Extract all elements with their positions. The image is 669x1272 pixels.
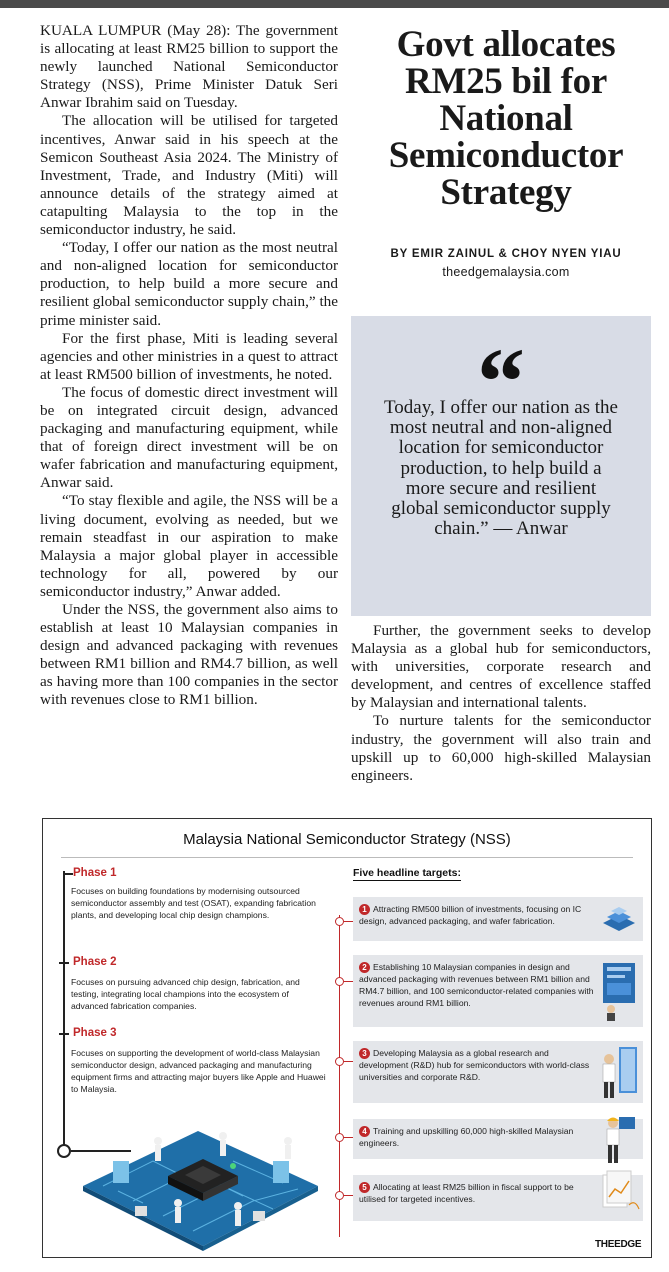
- target-2-text: [359, 961, 595, 1009]
- target-3-box: [353, 1041, 643, 1103]
- target-4-text: [359, 1125, 591, 1149]
- article-paragraph: For the first phase, Miti is leading several agencies and other ministries in a quest to attract at least RM500 billion of investments, he noted.: [40, 329, 338, 383]
- target-5-number: 5: [359, 1182, 370, 1193]
- engineer-icon: [599, 1111, 639, 1167]
- researcher-icon: [597, 1045, 641, 1101]
- target-1-text: [359, 903, 591, 927]
- timeline-tick: [59, 962, 69, 964]
- timeline-tick: [63, 873, 73, 875]
- article-paragraph: “Today, I offer our nation as the most neutral and non-aligned location for semiconductor production, to help build a more secure and resilient global semiconductor supply chain,” the prime minister said.: [40, 239, 338, 329]
- phase-timeline: [63, 871, 65, 1149]
- target-5-text: [359, 1181, 591, 1205]
- article-paragraph: To nurture talents for the semiconductor industry, the government will also train and upskill up to 60,000 high-skilled Malaysian engineers.: [351, 712, 651, 784]
- target-5-box: [353, 1175, 643, 1221]
- analytics-screen-icon: [597, 961, 641, 1021]
- timeline-end-circle: [57, 1144, 71, 1158]
- target-3-number: 3: [359, 1048, 370, 1059]
- pull-quote-text: Today, I offer our nation as the most neutral and non-aligned location for semiconductor production, to help build a more secure and resilient global semiconductor supply chain.” — Anwar: [384, 397, 618, 540]
- circuit-board-illustration: [73, 1091, 328, 1251]
- dateline-paragraph: KUALA LUMPUR (May 28): The government is allocating at least RM25 billion to support the newly launched National Semiconductor Strategy (NSS), Prime Minister Datuk Seri Anwar Ibrahim said on Tuesday.: [40, 22, 338, 112]
- website: theedgemalaysia.com: [442, 265, 570, 279]
- infographic-title: Malaysia National Semiconductor Strategy (NSS): [183, 831, 511, 848]
- target-2-label: Establishing 10 Malaysian companies in design and advanced packaging with revenues between RM1 billion and RM4.7 billion, and 100 semiconductor-related companies with revenues around RM1 billion.: [359, 962, 594, 1008]
- target-dot: [335, 1133, 344, 1142]
- divider: [61, 857, 633, 858]
- quote-mark-icon: “: [477, 328, 525, 435]
- targets-connector-line: [339, 915, 340, 1237]
- article-right-column: [351, 622, 651, 785]
- headline: Govt allocates RM25 bil for National Semiconductor Strategy: [388, 24, 624, 213]
- phase-3-text: Focuses on supporting the development of world-class Malaysian semiconductor design, advanced packaging and manufacturing equipment firms and attracting major buyers like Apple and Huawei to Malaysia.: [71, 1048, 326, 1094]
- nss-infographic: [42, 818, 652, 1258]
- target-4-box: [353, 1119, 643, 1159]
- article-paragraph: The allocation will be utilised for targeted incentives, Anwar said in his speech at the Semicon Southeast Asia 2024. The Ministry of Investment, Trade, and Industry (Miti) will announce details of the strategy aimed at catapulting Malaysia to the top in the semiconductor industry, he said.: [40, 112, 338, 239]
- target-1-number: 1: [359, 904, 370, 915]
- timeline-tick: [59, 1033, 69, 1035]
- finance-chart-icon: [599, 1169, 641, 1219]
- chip-stack-icon: [599, 901, 639, 937]
- target-4-number: 4: [359, 1126, 370, 1137]
- target-connector: [344, 1195, 353, 1196]
- article-paragraph: The focus of domestic direct investment will be on integrated circuit design, advanced packaging and manufacturing equipment, while that of foreign direct investment will be on wafer fabrication and manufacturing equipment, Anwar said.: [40, 383, 338, 492]
- target-2-number: 2: [359, 962, 370, 973]
- target-5-label: Allocating at least RM25 billion in fiscal support to be utilised for targeted incentives.: [359, 1182, 574, 1204]
- target-connector: [344, 921, 353, 922]
- target-dot: [335, 1057, 344, 1066]
- byline: BY EMIR ZAINUL & CHOY NYEN YIAU: [390, 248, 622, 260]
- target-dot: [335, 977, 344, 986]
- target-2-box: [353, 955, 643, 1027]
- article-paragraph: “To stay flexible and agile, the NSS will be a living document, evolving as needed, but we remain steadfast in our aspiration to make Malaysia a major global player in accessible technology for all, powered by our semiconductor industry,” Anwar added.: [40, 492, 338, 600]
- phase-2-text: Focuses on pursuing advanced chip design, fabrication, and testing, integrating local champions into the ecosystem of advanced fabrication companies.: [71, 977, 300, 1011]
- target-connector: [344, 981, 353, 982]
- target-4-label: Training and upskilling 60,000 high-skilled Malaysian engineers.: [359, 1126, 574, 1148]
- target-1-box: [353, 897, 643, 941]
- phase-2-heading: Phase 2: [73, 956, 117, 968]
- phase-1-text: Focuses on building foundations by modernising outsourced semiconductor assembly and test (OSAT), expanding fabrication plants, and developing local chip design champions.: [71, 886, 316, 920]
- article-paragraph: Under the NSS, the government also aims to establish at least 10 Malaysian companies in design and advanced packaging with revenues between RM1 billion and RM4.7 billion, as well as having more than 100 companies in the sector with revenues close to RM1 billion.: [40, 601, 338, 709]
- target-connector: [344, 1061, 353, 1062]
- target-dot: [335, 917, 344, 926]
- target-1-label: Attracting RM500 billion of investments, focusing on IC design, advanced packaging, and wafer fabrication.: [359, 904, 582, 926]
- the-edge-logo: THEEDGE: [595, 1239, 642, 1250]
- target-connector: [344, 1137, 353, 1138]
- target-3-label: Developing Malaysia as a global research and development (R&D) hub for semiconductors with world-class universities and corporate R&D.: [359, 1048, 590, 1082]
- targets-heading: Five headline targets:: [353, 867, 461, 879]
- article-paragraph: Further, the government seeks to develop Malaysia as a global hub for semiconductors, with universities, corporate research and development, and centres of excellence staffed by Malaysian and international talents.: [351, 622, 651, 712]
- article-left-column: [40, 22, 338, 710]
- pull-quote-box: [351, 316, 651, 616]
- target-3-text: [359, 1047, 591, 1083]
- phase-3-heading: Phase 3: [73, 1027, 117, 1039]
- top-bar: [0, 0, 669, 8]
- phase-1-heading: Phase 1: [73, 867, 117, 879]
- target-dot: [335, 1191, 344, 1200]
